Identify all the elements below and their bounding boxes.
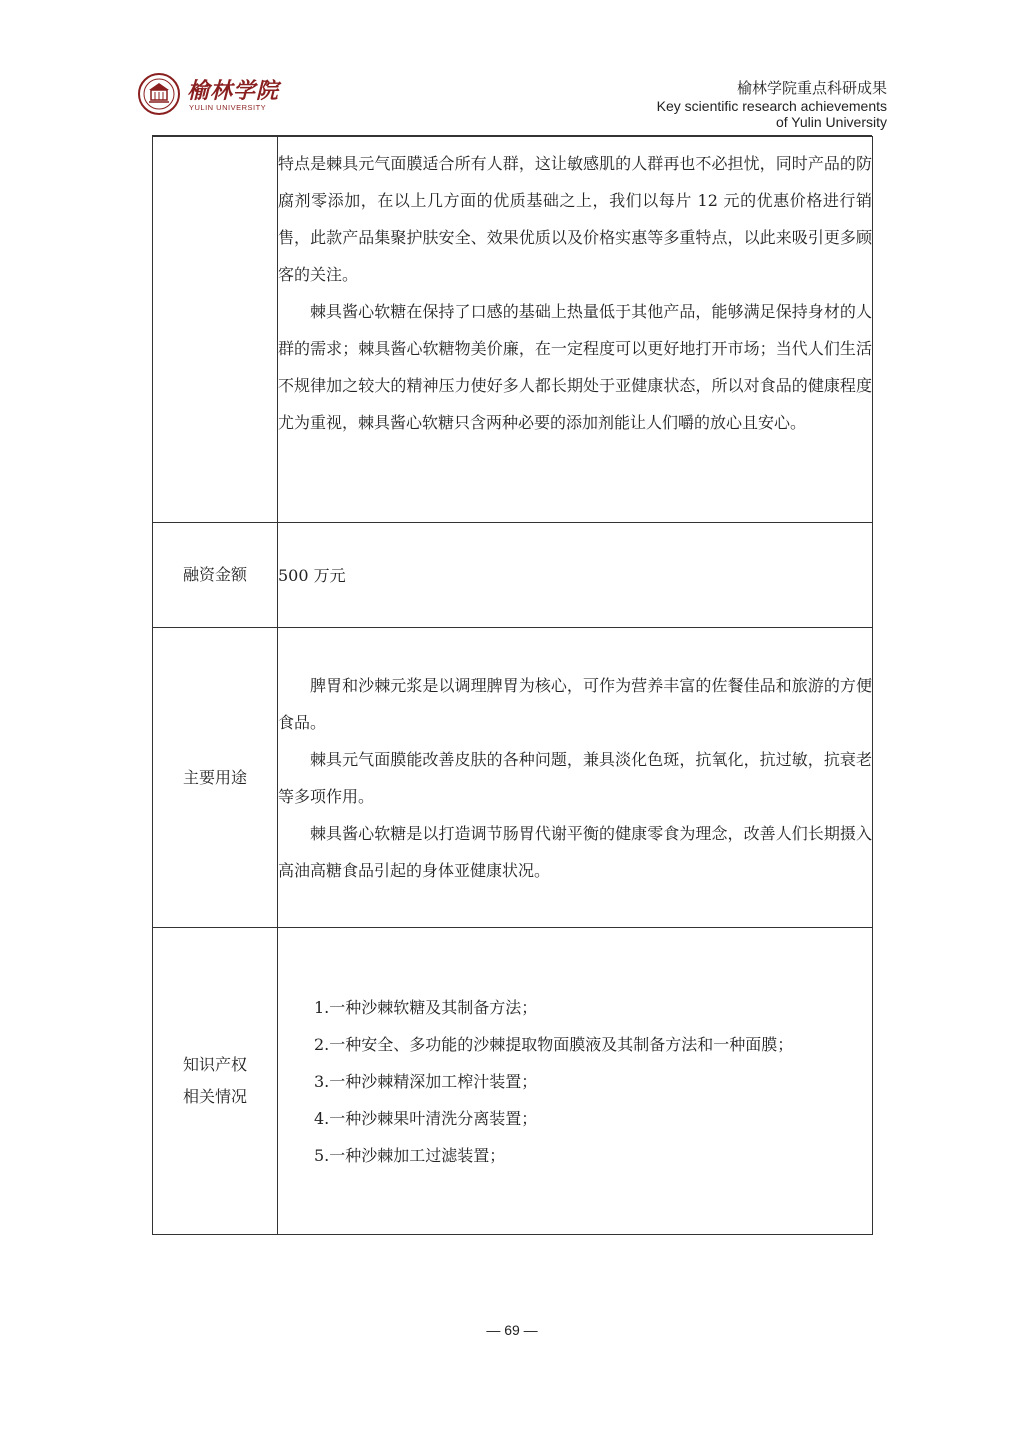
list-item: 4.一种沙棘果叶清洗分离装置； [314, 1108, 538, 1128]
ip-label-line-2: 相关情况 [182, 1087, 247, 1106]
main-uses-paragraph-3: 棘具酱心软糖是以打造调节肠胃代谢平衡的健康零食为理念，改善人们长期摄入高油高糖食品引起的身体亚健康状况。 [278, 823, 872, 880]
list-item: 1.一种沙棘软糖及其制备方法； [314, 997, 538, 1017]
table-row-main-uses [153, 628, 873, 928]
ip-content-cell [278, 928, 873, 1235]
list-item: 2.一种安全、多功能的沙棘提取物面膜液及其制备方法和一种面膜； [314, 1034, 794, 1054]
table-row-financing [153, 523, 873, 628]
main-uses-label: 主要用途 [153, 628, 278, 928]
header-title-en-1: Key scientific research achievements [656, 98, 887, 114]
logo-chinese-name: 榆林学院 [187, 78, 280, 104]
logo-english-name: YULIN UNIVERSITY [189, 103, 267, 112]
ip-label [153, 928, 278, 1235]
empty-label-cell [153, 137, 278, 523]
table-row-features [153, 137, 873, 523]
achievement-table [152, 136, 873, 1235]
header-title-cn: 榆林学院重点科研成果 [736, 79, 887, 97]
financing-label: 融资金额 [153, 523, 278, 628]
ip-list [278, 989, 872, 1174]
list-item: 3.一种沙棘精深加工榨汁装置； [314, 1071, 538, 1091]
list-item: 5.一种沙棘加工过滤装置； [314, 1145, 506, 1165]
features-content-cell [278, 137, 873, 523]
ip-label-line-1: 知识产权 [182, 1055, 247, 1074]
university-seal-icon [137, 72, 181, 116]
page-header [0, 0, 1024, 136]
main-uses-paragraph-1: 脾胃和沙棘元浆是以调理脾胃为核心，可作为营养丰富的佐餐佳品和旅游的方便食品。 [278, 675, 872, 732]
features-paragraph-1: 特点是棘具元气面膜适合所有人群，这让敏感肌的人群再也不必担忧，同时产品的防腐剂零添加，在以上几方面的优质基础之上，我们以每片 12 元的优惠价格进行销售，此款产品集聚护肤安全、效果优质以及价格实惠等多重特点，以此来吸引更多顾客的关注。 [278, 154, 872, 284]
main-uses-paragraph-2: 棘具元气面膜能改善皮肤的各种问题，兼具淡化色斑，抗氧化，抗过敏，抗衰老等多项作用。 [278, 749, 872, 806]
page-number: — 69 — [486, 1322, 538, 1338]
header-title-en-2: of Yulin University [775, 114, 887, 130]
main-uses-content-cell [278, 628, 873, 928]
university-logo [137, 72, 287, 118]
financing-amount: 500 万元 [278, 523, 873, 628]
table-row-ip [153, 928, 873, 1235]
header-title-block [657, 78, 887, 130]
features-paragraph-2: 棘具酱心软糖在保持了口感的基础上热量低于其他产品，能够满足保持身材的人群的需求；棘具酱心软糖物美价廉，在一定程度可以更好地打开市场；当代人们生活不规律加之较大的精神压力使好多人都长期处于亚健康状态，所以对食品的健康程度尤为重视，棘具酱心软糖只含两种必要的添加剂能让人们嚼的放心且安心。 [278, 302, 872, 432]
